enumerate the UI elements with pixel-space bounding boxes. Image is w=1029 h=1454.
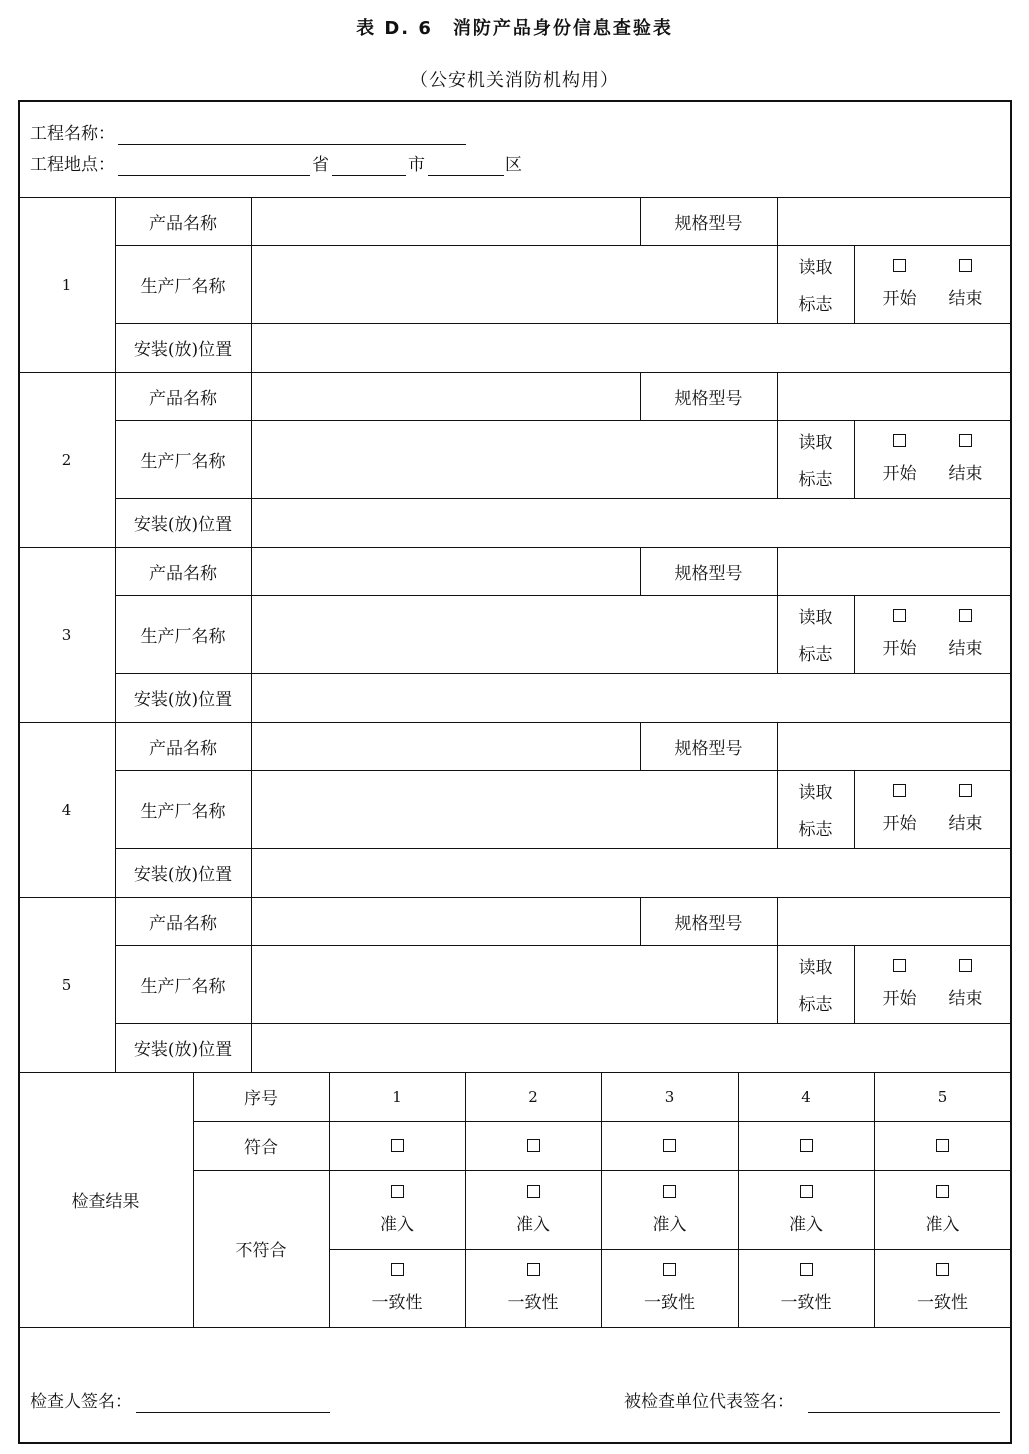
read-flag-checkboxes bbox=[854, 595, 1011, 673]
seq-number: 5 bbox=[937, 1087, 948, 1106]
conform-cell bbox=[601, 1121, 738, 1170]
conform-cell bbox=[465, 1121, 601, 1170]
start-label: 开始 bbox=[882, 289, 917, 309]
seq-number: 1 bbox=[392, 1087, 402, 1106]
install-position-field[interactable] bbox=[251, 323, 1011, 372]
consistency-cell bbox=[329, 1249, 465, 1327]
start-checkbox[interactable] bbox=[893, 959, 906, 972]
start-checkbox[interactable] bbox=[893, 784, 906, 797]
manufacturer-field[interactable] bbox=[251, 945, 777, 1023]
product-name-label: 产品名称 bbox=[149, 213, 217, 234]
read-flag-checkboxes bbox=[854, 245, 1011, 323]
product-name-field[interactable] bbox=[251, 372, 640, 420]
spec-model-label: 规格型号 bbox=[674, 388, 743, 409]
spec-model-label: 规格型号 bbox=[674, 213, 743, 234]
seq-number: 3 bbox=[664, 1087, 675, 1106]
spec-model-label: 规格型号 bbox=[674, 563, 743, 584]
access-checkbox[interactable] bbox=[391, 1185, 404, 1198]
project-name-label: 工程名称： bbox=[30, 124, 115, 144]
consistency-checkbox[interactable] bbox=[663, 1263, 676, 1276]
access-label: 准入 bbox=[789, 1214, 823, 1235]
end-checkbox[interactable] bbox=[959, 959, 972, 972]
read-flag-line2: 标志 bbox=[798, 820, 833, 840]
install-position-label: 安装(放)位置 bbox=[133, 1040, 233, 1060]
spec-model-field[interactable] bbox=[777, 547, 1011, 595]
read-flag-checkboxes bbox=[854, 420, 1011, 498]
manufacturer-field[interactable] bbox=[251, 595, 777, 673]
spec-model-field[interactable] bbox=[777, 897, 1011, 945]
install-position-field[interactable] bbox=[251, 673, 1011, 722]
access-cell bbox=[874, 1170, 1011, 1249]
install-position-label: 安装(放)位置 bbox=[133, 865, 233, 885]
end-checkbox[interactable] bbox=[959, 259, 972, 272]
project-site-label: 工程地点： bbox=[30, 155, 115, 175]
start-label: 开始 bbox=[882, 814, 917, 834]
consistency-label: 一致性 bbox=[371, 1293, 423, 1313]
access-label: 准入 bbox=[652, 1214, 687, 1235]
consistency-checkbox[interactable] bbox=[391, 1263, 404, 1276]
read-flag-label bbox=[777, 595, 854, 673]
access-cell bbox=[601, 1170, 738, 1249]
seq-number: 4 bbox=[801, 1087, 811, 1106]
inspector-signature-field[interactable] bbox=[136, 1412, 330, 1413]
row-index: 5 bbox=[61, 975, 72, 994]
end-label: 结束 bbox=[948, 639, 983, 659]
conform-checkbox[interactable] bbox=[527, 1139, 540, 1152]
start-label: 开始 bbox=[882, 989, 917, 1009]
manufacturer-label: 生产厂名称 bbox=[140, 626, 226, 647]
conform-cell bbox=[738, 1121, 874, 1170]
consistency-label: 一致性 bbox=[644, 1293, 695, 1313]
end-checkbox[interactable] bbox=[959, 434, 972, 447]
start-label: 开始 bbox=[882, 639, 917, 659]
product-name-label: 产品名称 bbox=[149, 563, 217, 584]
install-position-label: 安装(放)位置 bbox=[133, 515, 233, 535]
read-flag-line2: 标志 bbox=[798, 995, 833, 1015]
end-checkbox[interactable] bbox=[959, 609, 972, 622]
read-flag-line2: 标志 bbox=[798, 470, 833, 490]
end-checkbox[interactable] bbox=[959, 784, 972, 797]
install-position-field[interactable] bbox=[251, 1023, 1011, 1072]
consistency-checkbox[interactable] bbox=[800, 1263, 813, 1276]
consistency-label: 一致性 bbox=[507, 1293, 559, 1313]
install-position-label: 安装(放)位置 bbox=[133, 340, 233, 360]
spec-model-field[interactable] bbox=[777, 722, 1011, 770]
end-label: 结束 bbox=[948, 814, 983, 834]
read-flag-line1: 读取 bbox=[798, 258, 833, 278]
access-cell bbox=[738, 1170, 874, 1249]
manufacturer-label: 生产厂名称 bbox=[140, 451, 226, 472]
product-name-label: 产品名称 bbox=[149, 738, 217, 759]
seq-number: 2 bbox=[528, 1087, 538, 1106]
province-field[interactable] bbox=[118, 175, 310, 176]
conform-checkbox[interactable] bbox=[800, 1139, 813, 1152]
consistency-checkbox[interactable] bbox=[936, 1263, 949, 1276]
read-flag-label bbox=[777, 770, 854, 848]
inspector-signature-label: 检查人签名： bbox=[30, 1392, 132, 1412]
read-flag-line1: 读取 bbox=[798, 433, 833, 453]
page-subtitle: （公安机关消防机构用） bbox=[410, 70, 619, 91]
consistency-cell bbox=[874, 1249, 1011, 1327]
access-label: 准入 bbox=[925, 1214, 960, 1235]
start-checkbox[interactable] bbox=[893, 259, 906, 272]
conform-checkbox[interactable] bbox=[936, 1139, 949, 1152]
install-position-field[interactable] bbox=[251, 498, 1011, 547]
city-field[interactable] bbox=[332, 175, 406, 176]
manufacturer-label: 生产厂名称 bbox=[140, 976, 226, 997]
end-label: 结束 bbox=[948, 989, 983, 1009]
end-option[interactable] bbox=[949, 434, 983, 484]
product-name-field[interactable] bbox=[251, 722, 640, 770]
city-label: 市 bbox=[408, 155, 425, 175]
end-option[interactable] bbox=[949, 609, 983, 659]
read-flag-label bbox=[777, 245, 854, 323]
read-flag-line1: 读取 bbox=[798, 783, 833, 803]
conform-checkbox[interactable] bbox=[391, 1139, 404, 1152]
access-checkbox[interactable] bbox=[527, 1185, 540, 1198]
product-name-label: 产品名称 bbox=[149, 388, 217, 409]
row-index: 3 bbox=[61, 625, 72, 644]
product-name-field[interactable] bbox=[251, 547, 640, 595]
read-flag-label bbox=[777, 945, 854, 1023]
row-index: 1 bbox=[61, 275, 72, 294]
install-position-field[interactable] bbox=[251, 848, 1011, 897]
product-name-field[interactable] bbox=[251, 897, 640, 945]
province-label: 省 bbox=[312, 155, 329, 175]
access-checkbox[interactable] bbox=[663, 1185, 676, 1198]
result-section-label: 检查结果 bbox=[71, 1192, 140, 1212]
read-flag-label bbox=[777, 420, 854, 498]
read-flag-line1: 读取 bbox=[798, 608, 833, 628]
read-flag-checkboxes bbox=[854, 770, 1011, 848]
spec-model-label: 规格型号 bbox=[674, 913, 743, 934]
consistency-cell bbox=[601, 1249, 738, 1327]
consistency-label: 一致性 bbox=[917, 1293, 968, 1313]
start-option[interactable] bbox=[883, 609, 917, 659]
read-flag-line2: 标志 bbox=[798, 295, 833, 315]
product-name-field[interactable] bbox=[251, 197, 640, 245]
spec-model-label: 规格型号 bbox=[674, 738, 743, 759]
consistency-cell bbox=[465, 1249, 601, 1327]
district-field[interactable] bbox=[428, 175, 504, 176]
end-option[interactable] bbox=[949, 784, 983, 834]
product-name-label: 产品名称 bbox=[149, 913, 217, 934]
spec-model-field[interactable] bbox=[777, 372, 1011, 420]
table-rule bbox=[18, 1327, 1011, 1328]
install-position-label: 安装(放)位置 bbox=[133, 690, 233, 710]
nonconform-label: 不符合 bbox=[235, 1241, 287, 1261]
start-checkbox[interactable] bbox=[893, 609, 906, 622]
access-checkbox[interactable] bbox=[800, 1185, 813, 1198]
end-option[interactable] bbox=[949, 259, 983, 309]
manufacturer-field[interactable] bbox=[251, 245, 777, 323]
spec-model-field[interactable] bbox=[777, 197, 1011, 245]
row-index: 2 bbox=[61, 450, 72, 469]
consistency-checkbox[interactable] bbox=[527, 1263, 540, 1276]
consistency-cell bbox=[738, 1249, 874, 1327]
access-label: 准入 bbox=[380, 1214, 414, 1235]
district-label: 区 bbox=[505, 155, 522, 175]
row-index: 4 bbox=[61, 800, 72, 819]
access-cell bbox=[329, 1170, 465, 1249]
start-label: 开始 bbox=[882, 464, 917, 484]
manufacturer-label: 生产厂名称 bbox=[140, 276, 226, 297]
read-flag-line2: 标志 bbox=[798, 645, 833, 665]
access-cell bbox=[465, 1170, 601, 1249]
access-checkbox[interactable] bbox=[936, 1185, 949, 1198]
conform-label: 符合 bbox=[244, 1138, 278, 1158]
consistency-label: 一致性 bbox=[780, 1293, 832, 1313]
page-title: 表 D. 6 消防产品身份信息查验表 bbox=[356, 18, 673, 39]
conform-cell bbox=[874, 1121, 1011, 1170]
start-option[interactable] bbox=[883, 784, 917, 834]
start-checkbox[interactable] bbox=[893, 434, 906, 447]
start-option[interactable] bbox=[883, 434, 917, 484]
representative-signature-field[interactable] bbox=[808, 1412, 1000, 1413]
access-label: 准入 bbox=[516, 1214, 550, 1235]
end-option[interactable] bbox=[949, 959, 983, 1009]
seq-label: 序号 bbox=[244, 1089, 278, 1109]
conform-cell bbox=[329, 1121, 465, 1170]
representative-signature-label: 被检查单位代表签名： bbox=[624, 1392, 794, 1412]
manufacturer-field[interactable] bbox=[251, 770, 777, 848]
start-option[interactable] bbox=[883, 959, 917, 1009]
start-option[interactable] bbox=[883, 259, 917, 309]
project-name-field[interactable] bbox=[118, 144, 466, 145]
read-flag-checkboxes bbox=[854, 945, 1011, 1023]
read-flag-line1: 读取 bbox=[798, 958, 833, 978]
manufacturer-label: 生产厂名称 bbox=[140, 801, 226, 822]
end-label: 结束 bbox=[948, 289, 983, 309]
end-label: 结束 bbox=[948, 464, 983, 484]
manufacturer-field[interactable] bbox=[251, 420, 777, 498]
conform-checkbox[interactable] bbox=[663, 1139, 676, 1152]
